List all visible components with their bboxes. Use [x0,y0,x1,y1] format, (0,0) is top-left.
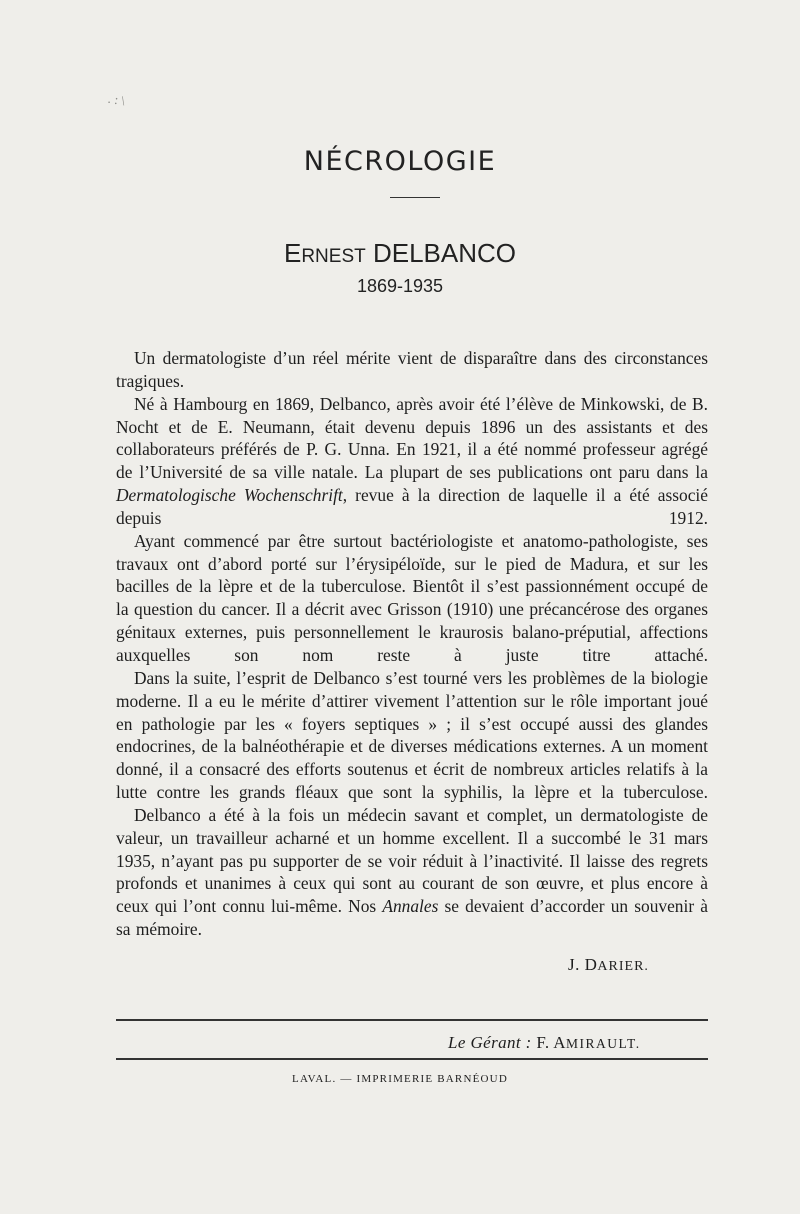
gerant-name-cap: A [553,1033,566,1052]
lifespan-dates: 1869-1935 [356,276,444,296]
paragraph-2: Né à Hambourg en 1869, Delbanco, après avoir été l’élève de Minkowski, de B. Nocht et de E. Neumann, était devenu depuis 1896 un des assistants et des collaborateurs préférés de P. G. Unna. En 1921, il a été nommé professeur agrégé de l’Université de sa ville natale. La plupart de ses publications ont paru dans la Dermatologische Wochenschrift, revue à la direction de laquelle il a été associé depuis 1912. [116,393,708,528]
paragraph-4: Dans la suite, l’esprit de Delbanco s’est tourné vers les problèmes de la biologie moderne. Il a eu le mérite d’attirer vivement l’attention sur le rôle important joué en pathologie par les « foyers septiques » ; il s’est occupé aussi des glandes endocrines, de la balnéothérapie et de diverses médications externes. A un moment donné, il a consacré des efforts soutenus et écrit de nombreux articles relatifs à la lutte contre les grands fléaux que sont la syphilis, la lèpre et la tuberculose. [116,667,708,803]
signature-name-cap: D [584,955,598,974]
footer-rule-bottom [116,1058,708,1060]
name-last: DELBANCO [372,238,517,268]
paragraph-5: Delbanco a été à la fois un médecin savant et complet, un dermatologiste de valeur, un travailleur acharné et un homme excellent. Il a succombé le 31 mars 1935, n’ayant pas pu supporter de se voir réduit à l’inactivité. Il laisse des regrets profonds et unanimes à ceux qui sont au courant de son œuvre, et plus encore à ceux qui l’ont connu lui-même. Nos Annales se devaient d’accorder un souvenir à sa mémoire. [116,804,708,940]
margin-pencil-marks: . : \ [106,90,127,109]
section-title: NÉCROLOGIE [303,146,497,177]
gerant-name-rest: MIRAULT. [565,1036,641,1051]
gerant-line [448,1033,641,1053]
signature-name-rest: ARIER. [597,959,649,974]
gerant-initial: F. [536,1033,550,1052]
paragraph-3: Ayant commencé par être surtout bactériologiste et anatomo-pathologiste, ses travaux ont d’abord porté sur l’érysipéloïde, sur le pied de Madura, et sur les bacilles de la lèpre et de la tuberculose. Bientôt il s’est passionnément occupé de la question du cancer. Il a décrit avec Grisson (1910) une précancérose des organes génitaux externes, puis personnellement le kraurosis balano-préputial, affections auxquelles son nom reste à juste titre attaché. [116,530,708,665]
signature-initial: J. [568,955,580,974]
name-first-letter: E [283,238,302,268]
obituary-name [0,238,800,269]
paragraph-1: Un dermatologiste d’un réel mérite vient de disparaître dans des circonstances tragiques. [116,348,708,391]
footer-rule-top [116,1019,708,1021]
author-signature [568,955,649,975]
gerant-label: Le Gérant : [448,1033,532,1052]
printer-imprint: LAVAL. — IMPRIMERIE BARNÉOUD [292,1073,508,1085]
title-divider [390,197,440,198]
article-body [116,347,708,941]
name-first-rest: RNEST [301,246,366,267]
